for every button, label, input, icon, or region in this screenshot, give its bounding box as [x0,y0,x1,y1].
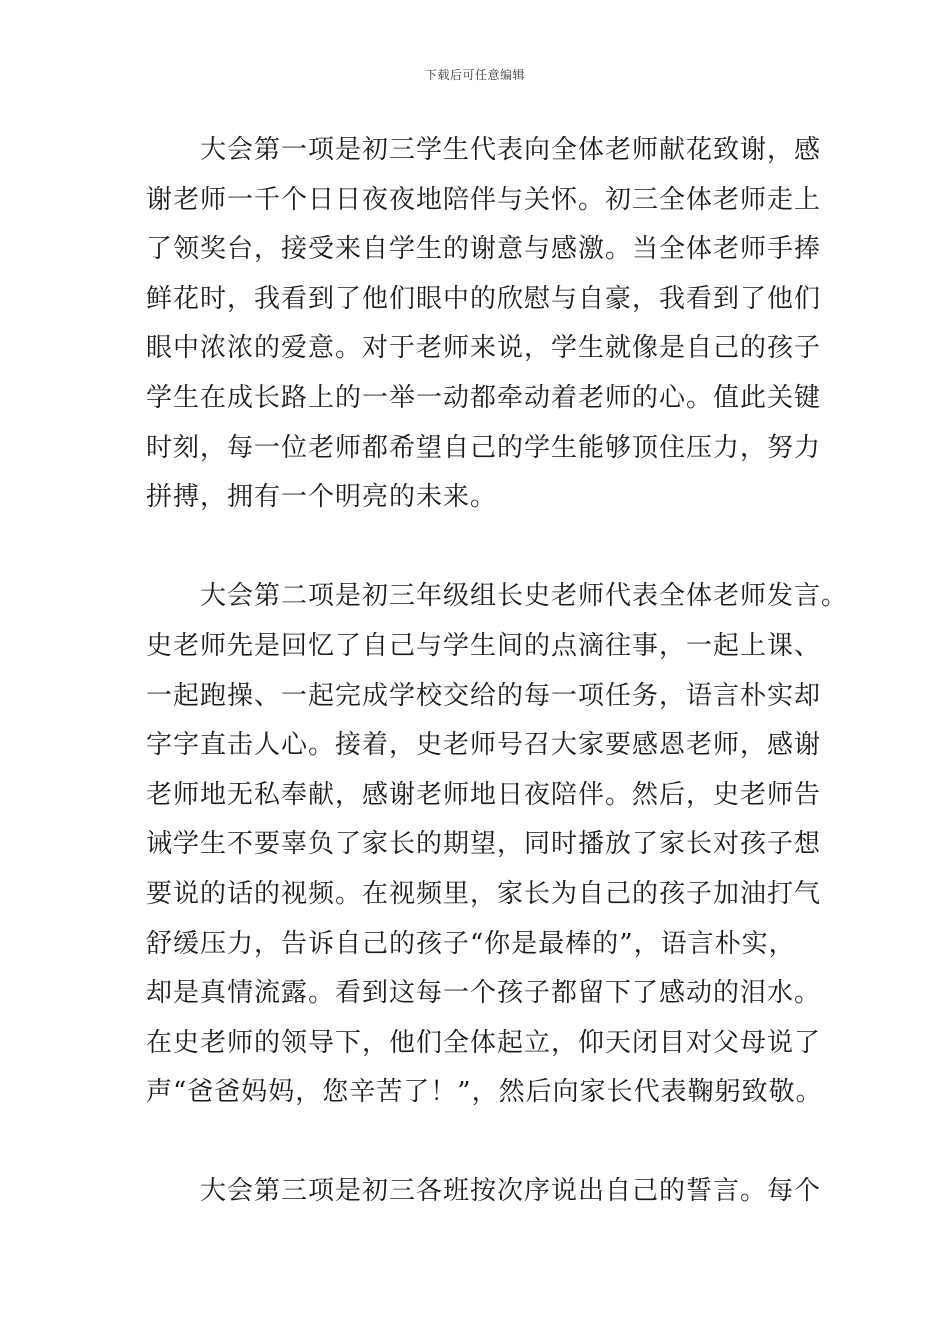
paragraph-1 [146,126,836,523]
text-line: 诫学生不要辜负了家长的期望，同时播放了家长对孩子想 [146,829,822,860]
text-line: 眼中浓浓的爱意。对于老师来说，学生就像是自己的孩子 [146,333,822,364]
text-line: 字字直击人心。接着，史老师号召大家要感恩老师，感谢 [146,730,822,761]
text-line: 要说的话的视频。在视频里，家长为自己的孩子加油打气 [146,878,822,909]
text-line: 大会第二项是初三年级组长史老师代表全体老师发言。 [146,581,849,612]
paragraph-3 [146,1167,836,1217]
paragraph-2 [146,572,849,1118]
text-line: 学生在成长路上的一举一动都牵动着老师的心。值此关键 [146,382,822,413]
text-line: 史老师先是回忆了自己与学生间的点滴往事，一起上课、 [146,630,822,661]
text-line: 时刻，每一位老师都希望自己的学生能够顶住压力，努力 [146,432,822,463]
text-line: 却是真情流露。看到这每一个孩子都留下了感动的泪水。 [146,978,822,1009]
text-line: 拼搏，拥有一个明亮的未来。 [146,482,498,513]
paragraph-gap [146,1118,836,1168]
text-line: 大会第三项是初三各班按次序说出自己的誓言。每个 [146,1176,822,1207]
text-line: 大会第一项是初三学生代表向全体老师献花致谢，感 [146,135,822,165]
text-line: 舒缓压力，告诉自己的孩子“你是最棒的”，语言朴实， [146,928,796,959]
page-header: 下载后可任意编辑 [424,68,525,82]
text-line: 声“爸爸妈妈，您辛苦了！”，然后向家长代表鞠躬致敬。 [146,1077,823,1108]
text-line: 鲜花时，我看到了他们眼中的欣慰与自豪，我看到了他们 [146,283,822,314]
text-line: 谢老师一千个日日夜夜地陪伴与关怀。初三全体老师走上 [146,184,822,215]
document-body [146,126,849,1217]
text-line: 了领奖台，接受来自学生的谢意与感激。当全体老师手捧 [146,234,822,265]
text-line: 老师地无私奉献，感谢老师地日夜陪伴。然后，史老师告 [146,779,822,810]
text-line: 一起跑操、一起完成学校交给的每一项任务，语言朴实却 [146,680,822,711]
paragraph-gap [146,523,836,573]
text-line: 在史老师的领导下，他们全体起立，仰天闭目对父母说了 [146,1027,822,1058]
